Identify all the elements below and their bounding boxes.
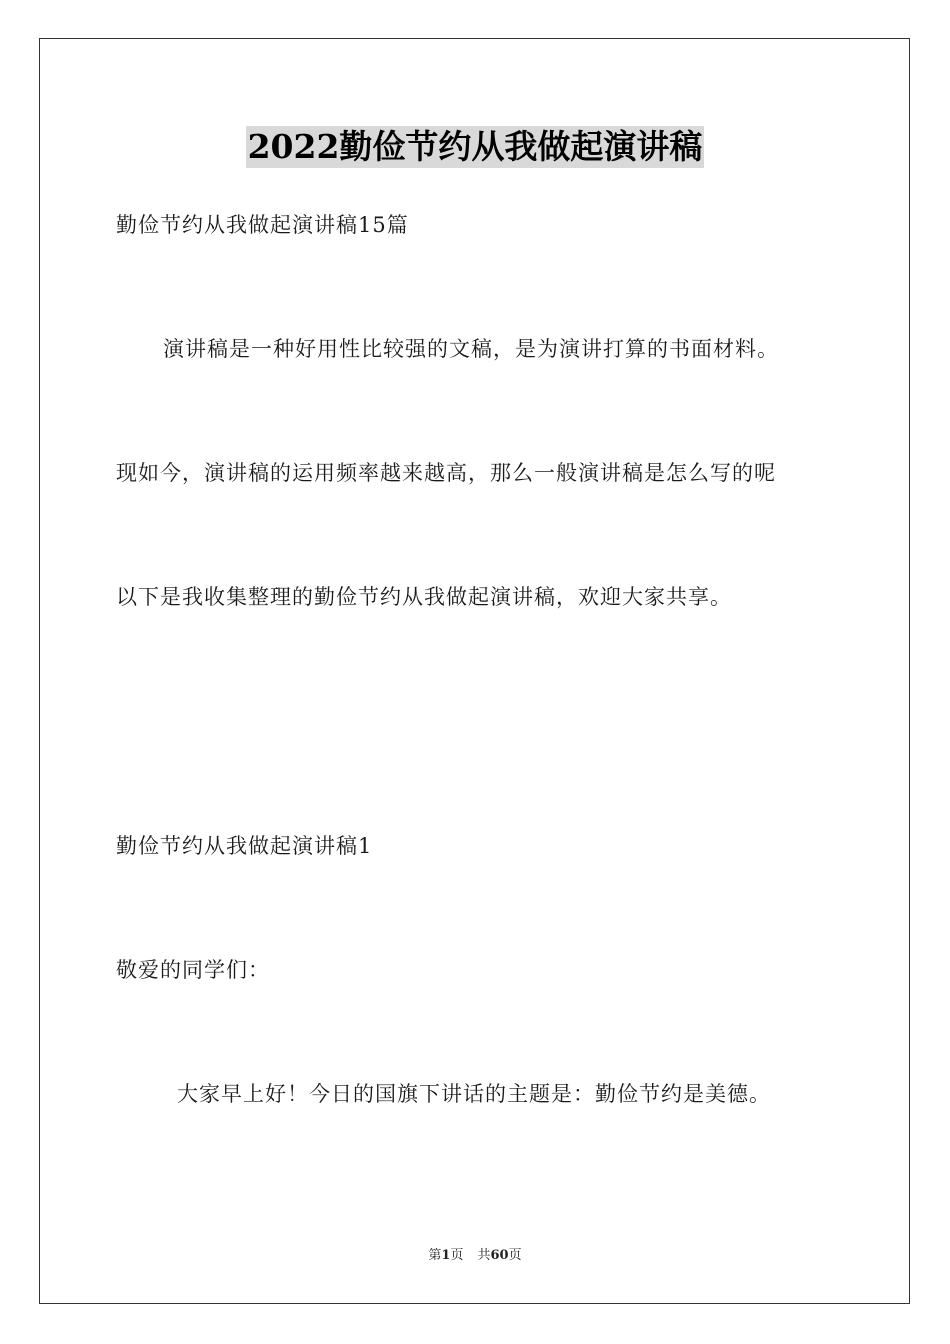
opening-paragraph: 大家早上好！今日的国旗下讲话的主题是：勤俭节约是美德。 [177,1082,771,1106]
greeting-line: 敬爱的同学们： [116,958,270,982]
total-suffix: 页 [508,1248,522,1263]
total-prefix: 共 [477,1248,491,1263]
total-pages: 60 [490,1248,509,1263]
page-suffix: 页 [450,1248,464,1263]
paragraph-collection: 以下是我收集整理的勤俭节约从我做起演讲稿，欢迎大家共享。 [116,585,732,609]
page-prefix: 第 [428,1248,442,1263]
page-footer [0,1247,950,1265]
document-title: 2022勤俭节约从我做起演讲稿 [247,127,703,166]
paragraph-intro: 演讲稿是一种好用性比较强的文稿，是为演讲打算的书面材料。 [163,337,779,361]
page-number: 1 [441,1248,451,1263]
document-subtitle: 勤俭节约从我做起演讲稿15篇 [116,213,409,237]
paragraph-usage: 现如今，演讲稿的运用频率越来越高，那么一般演讲稿是怎么写的呢 [116,461,776,485]
title-container [0,126,950,168]
section-heading: 勤俭节约从我做起演讲稿1 [116,834,373,858]
